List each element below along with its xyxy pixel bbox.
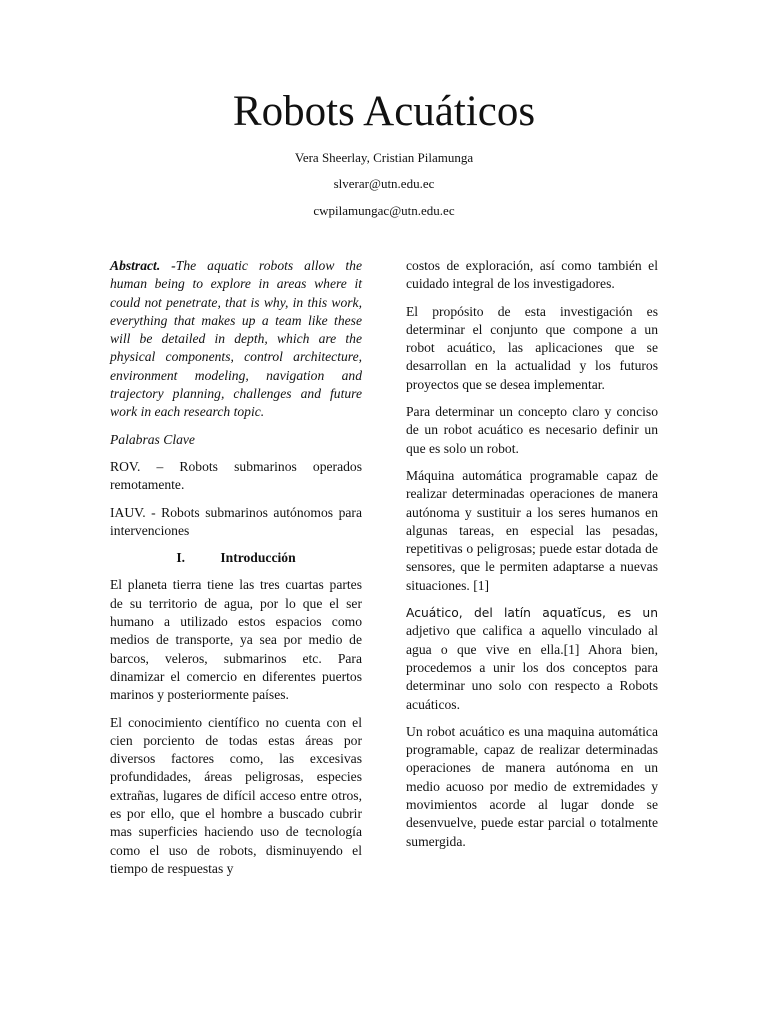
abstract-label: Abstract. - xyxy=(110,258,176,273)
keyword-rov: ROV. – Robots submarinos operados remotamente. xyxy=(110,458,362,493)
body-paragraph: Un robot acuático es una maquina automática programable, capaz de realizar determinadas operaciones de manera autónoma en un medio acuoso por medio de extremidades y movimientos acorde al lugar donde se desenvuelve, puede estar parcial o totalmente sumergida. xyxy=(406,723,658,849)
body-paragraph: Para determinar un concepto claro y conciso de un robot acuático es necesario definir un que es solo un robot. xyxy=(406,404,658,456)
keywords-heading: Palabras Clave xyxy=(110,431,195,447)
author-email-1: slverar@utn.edu.ec xyxy=(333,176,435,191)
robot-definition-paragraph: Máquina automática programable capaz de realizar determinadas operaciones de manera autónoma y sustituir a los seres humanos en algunas tareas, en especial las pesadas, repetitivas o peligrosas; puede estar dotada de sensores, que le permiten adaptarse a nuevas situaciones. [1] xyxy=(406,467,658,593)
abstract-paragraph xyxy=(110,257,362,422)
author-list: Vera Sheerlay, Cristian Pilamunga xyxy=(294,150,474,165)
keyword-iauv: IAUV. - Robots submarinos autónomos para intervenciones xyxy=(110,504,362,538)
right-column xyxy=(406,257,658,860)
body-paragraph: El conocimiento científico no cuenta con el cien porciento de todas estas áreas por diversos factores como, las excesivas profundidades, áreas peligrosas, especies extrañas, lugares de difícil acceso entre otros, es por ello, que el hombre a buscado cubrir mas superficies haciendo uso de tecnología como el uso de robots, disminuyendo el tiempo de respuestas y xyxy=(110,714,362,876)
acuatico-rest: adjetivo que califica a aquello vinculado al agua o que vive en ella.[1] Ahora bien, procedemos a unir los dos conceptos para determinar uno solo con respecto a Robots acuáticos. xyxy=(406,623,658,712)
author-email-2: cwpilamungac@utn.edu.ec xyxy=(313,203,455,218)
acuatico-definition-paragraph xyxy=(406,604,658,714)
body-paragraph: El propósito de esta investigación es determinar el conjunto que compone a un robot acuático, las aplicaciones que se desarrollan en la actualidad y los futuros proyectos que se desea implementar. xyxy=(406,303,658,392)
left-column xyxy=(110,257,362,887)
paper-title: Robots Acuáticos xyxy=(232,88,536,135)
section-title: Introducción xyxy=(220,550,296,566)
body-paragraph: El planeta tierra tiene las tres cuartas partes de su territorio de agua, por lo que el ser humano a utilizado estos espacios como medios de transporte, ya sea por medio de barcos, veleros, submarinos etc. Para dinamizar el comercio en diferentes puertos marinos y posteriormente países. xyxy=(110,577,362,703)
section-heading-introduccion xyxy=(110,549,362,567)
acuatico-lead: Acuático, del latín aquatĭcus, es un xyxy=(406,606,658,621)
abstract-text: The aquatic robots allow the human being to explore in areas where it could not penetrate, that is why, in this work, everything that makes up a team like these will be detailed in depth, which are the physical components, control architecture, environment modeling, navigation and trajectory planning, challenges and future work in each research topic. xyxy=(110,258,363,420)
section-number: I. xyxy=(176,550,186,566)
body-paragraph: costos de exploración, así como también el cuidado integral de los investigadores. xyxy=(406,258,658,292)
